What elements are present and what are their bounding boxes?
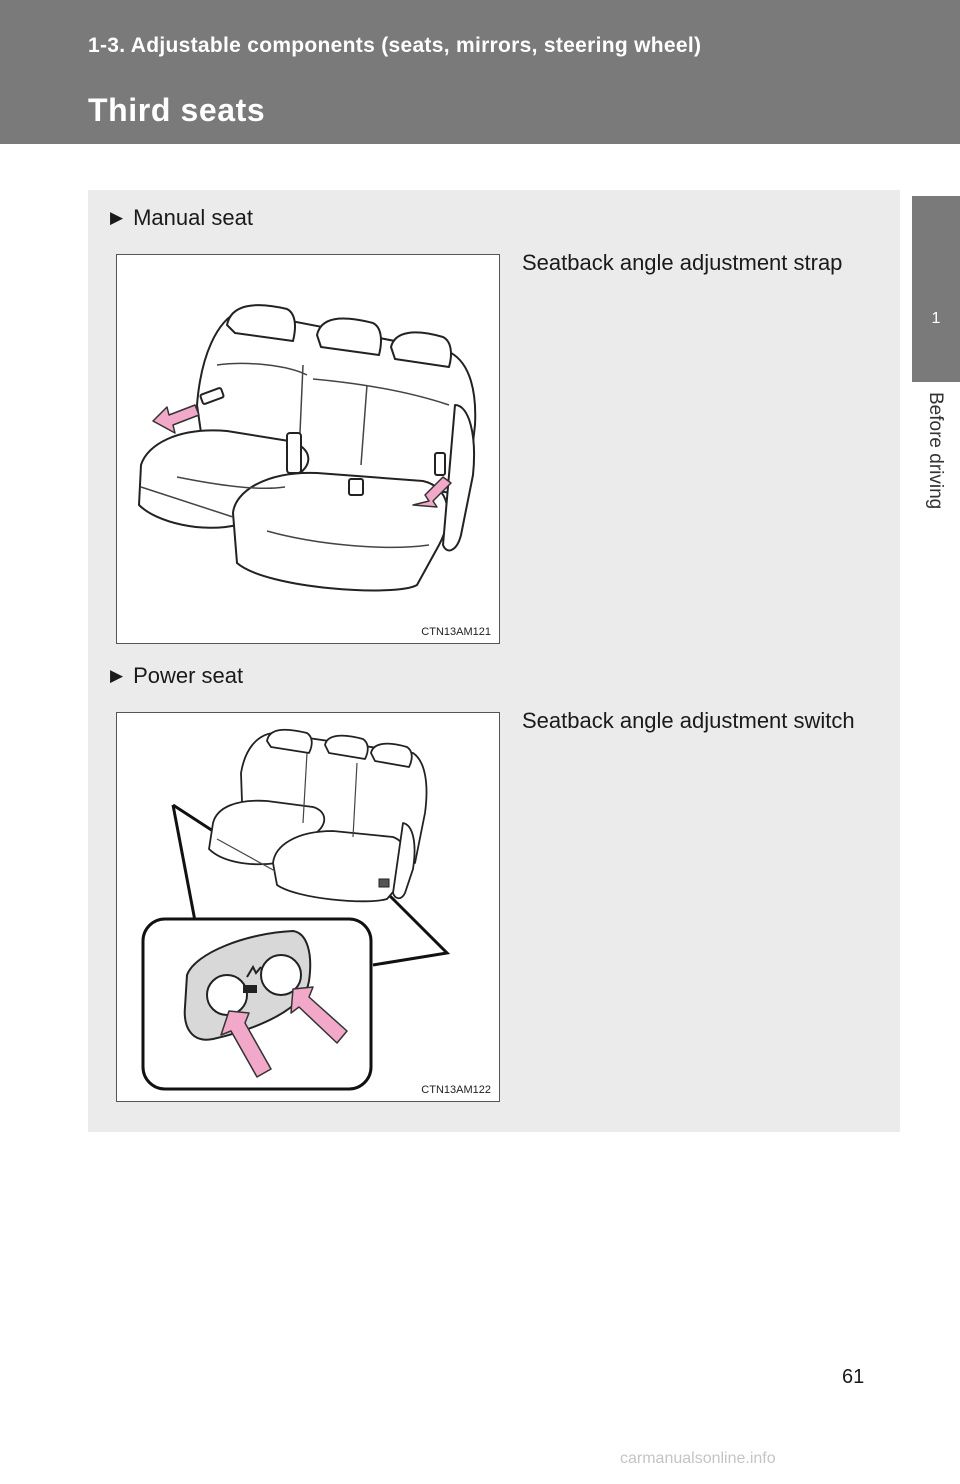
manual-seat-description: Seatback angle adjustment strap — [522, 250, 843, 275]
triangle-right-icon: ▶ — [110, 208, 124, 227]
triangle-right-icon: ▶ — [110, 666, 124, 685]
chapter-label-box — [912, 382, 960, 602]
page-title: Third seats — [88, 92, 266, 128]
page-number: 61 — [842, 1366, 865, 1388]
watermark: carmanualsonline.info — [620, 1450, 776, 1467]
chapter-label: Before driving — [925, 392, 946, 510]
figure-code: CTN13AM121 — [421, 626, 491, 638]
figure-code: CTN13AM122 — [421, 1084, 491, 1096]
page-header — [0, 0, 960, 144]
chapter-number: 1 — [931, 310, 941, 327]
power-seat-figure — [116, 712, 500, 1102]
manual-seat-illustration — [117, 255, 501, 645]
section-heading: 1-3. Adjustable components (seats, mirrors, steering wheel) — [88, 34, 702, 57]
power-seat-illustration — [117, 713, 501, 1103]
manual-seat-figure — [116, 254, 500, 644]
power-seat-heading: ▶ Power seat — [110, 663, 244, 688]
power-seat-description: Seatback angle adjustment switch — [522, 708, 855, 733]
chapter-tab — [912, 196, 960, 382]
manual-seat-heading: ▶ Manual seat — [110, 205, 253, 230]
